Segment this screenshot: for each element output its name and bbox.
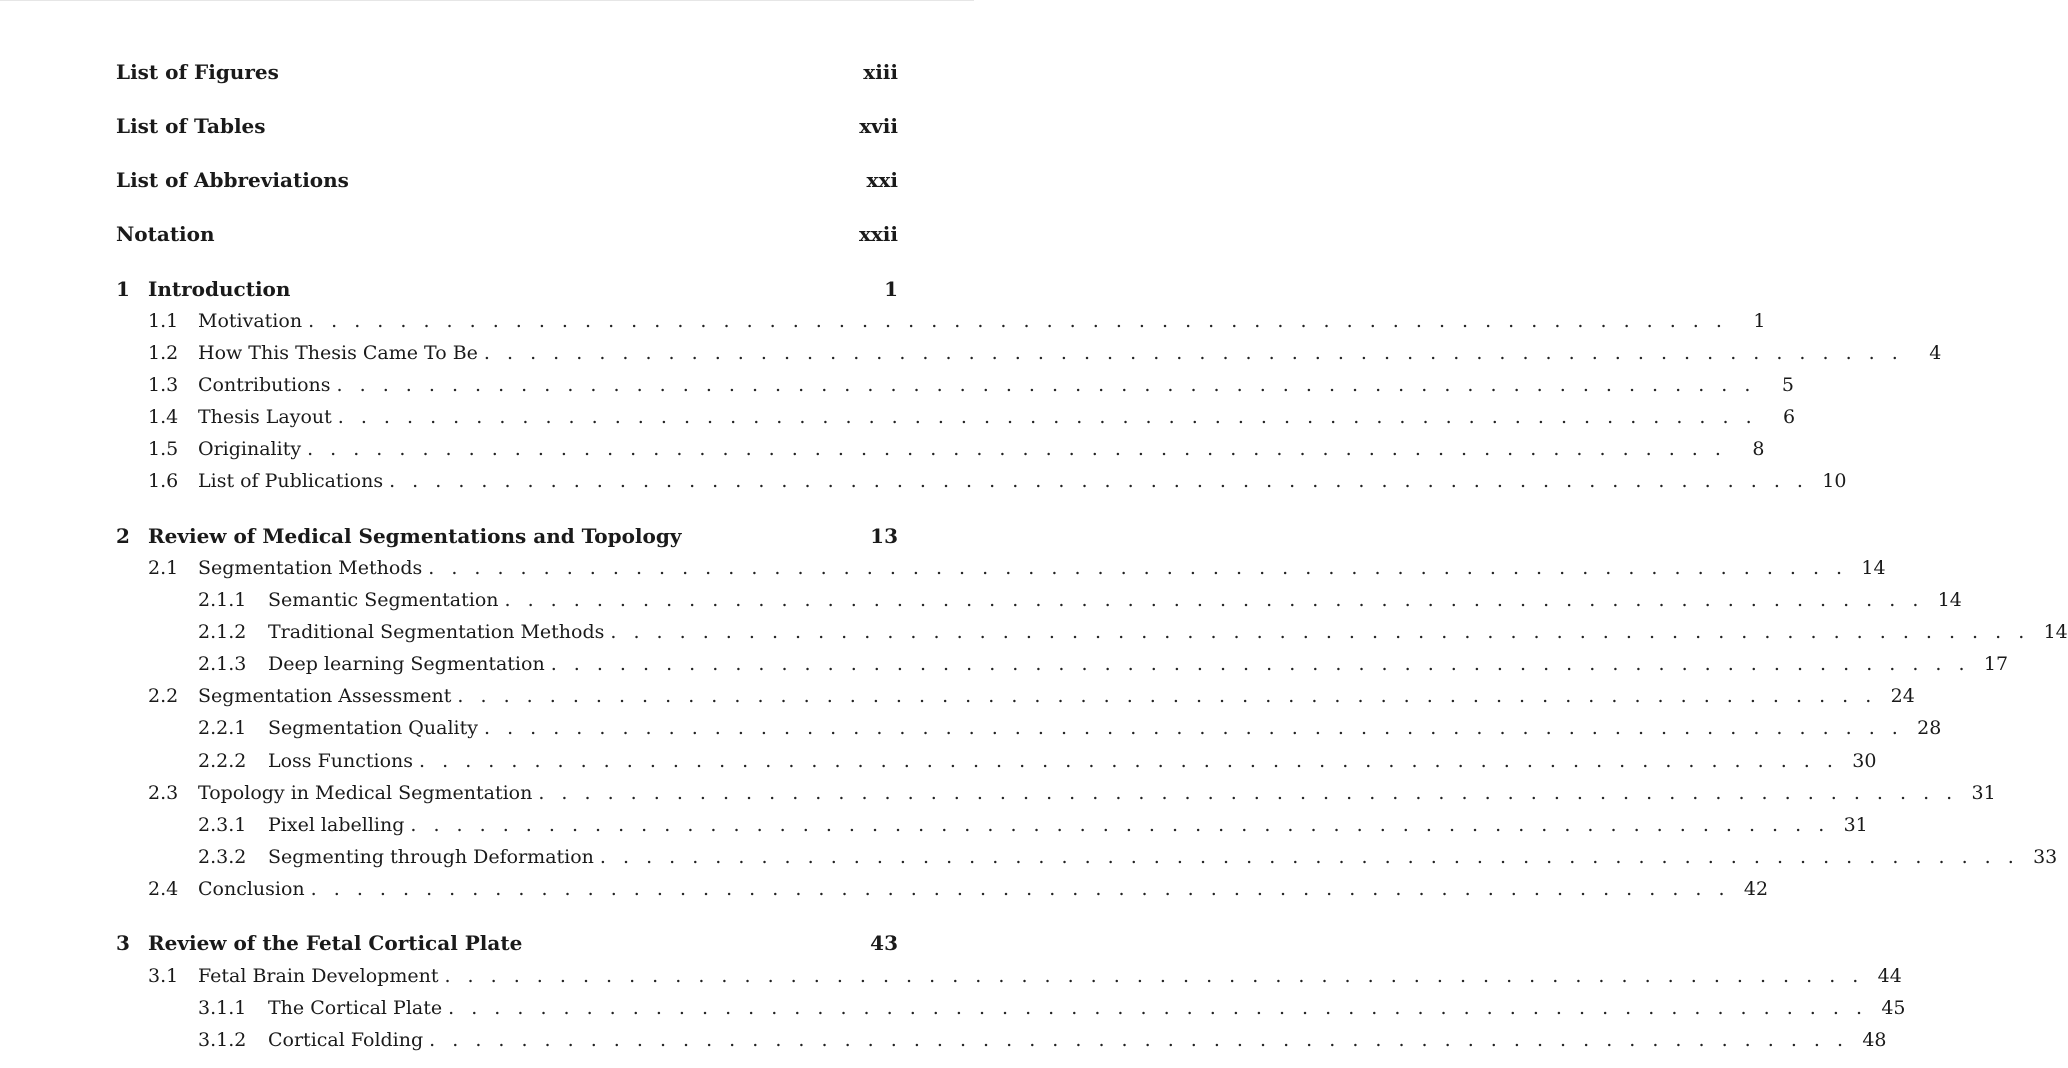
toc-entry-page: 43 <box>870 931 898 955</box>
toc-entry-list-of-tables[interactable] <box>0 114 898 138</box>
toc-leader: . . . . . . . . . . . . . . . . . . . . . . . . . . . . . . . . . . . . . . . . . . . . . . . . . . . . . . . . . . . . . . <box>428 557 1848 579</box>
toc-entry-page: 45 <box>1881 997 1906 1019</box>
toc-entry-title: Originality <box>198 438 302 460</box>
toc-entry-page: 33 <box>2033 846 2058 868</box>
toc-leader: . . . . . . . . . . . . . . . . . . . . . . . . . . . . . . . . . . . . . . . . . . . . . . . . . . . . . . . . . . . . . . <box>504 589 1924 611</box>
toc-entry-title: List of Publications <box>198 470 384 492</box>
toc-entry-page: 5 <box>1781 374 1794 396</box>
toc-entry-page: 14 <box>1937 589 1962 611</box>
toc-entry-number: 1.6 <box>148 470 179 492</box>
toc-entry-number: 2.1.2 <box>198 621 247 643</box>
toc-entry-title: Notation <box>116 222 215 246</box>
toc-leader: . . . . . . . . . . . . . . . . . . . . . . . . . . . . . . . . . . . . . . . . . . . . . . . . . . . . . . . . . . . . . . <box>483 342 1904 364</box>
toc-leader: . . . . . . . . . . . . . . . . . . . . . . . . . . . . . . . . . . . . . . . . . . . . . . . . . . . . . . . . . . . . . . <box>550 653 1971 675</box>
toc-entry-number: 2.3.1 <box>198 814 247 836</box>
toc-entry-title: Segmentation Methods <box>198 557 423 579</box>
toc-entry-number: 1.4 <box>148 406 179 428</box>
toc-entry-list-of-figures[interactable] <box>0 60 898 84</box>
toc-leader: . . . . . . . . . . . . . . . . . . . . . . . . . . . . . . . . . . . . . . . . . . . . . . . . . . . . . . . . . . . . . . <box>610 621 2030 643</box>
toc-entry-number: 1.5 <box>148 438 179 460</box>
toc-entry-number: 2.4 <box>148 878 179 900</box>
toc-entry-page: xxi <box>866 168 898 192</box>
toc-entry-page: 28 <box>1917 717 1942 739</box>
toc-entry-number: 3.1 <box>148 965 179 987</box>
toc-entry-page: 6 <box>1783 406 1796 428</box>
toc-entry-number: 2 <box>116 524 130 548</box>
toc-subsection-2-2-1[interactable] <box>0 716 1942 740</box>
toc-section-1-2[interactable] <box>0 341 1942 365</box>
toc-entry-page: 24 <box>1890 685 1915 707</box>
toc-leader: . . . . . . . . . . . . . . . . . . . . . . . . . . . . . . . . . . . . . . . . . . . . . . . . . . . . . . . . . . . . . . <box>599 846 2020 868</box>
toc-entry-number: 1.2 <box>148 342 179 364</box>
toc-section-1-4[interactable] <box>0 405 1796 429</box>
toc-leader: . . . . . . . . . . . . . . . . . . . . . . . . . . . . . . . . . . . . . . . . . . . . . . . . . . . . . . . . . . . . . . <box>307 438 1727 460</box>
toc-entry-page: 1 <box>1753 310 1766 332</box>
toc-entry-title: Conclusion <box>198 878 305 900</box>
toc-entry-title: Cortical Folding <box>268 1029 424 1051</box>
toc-entry-number: 2.1 <box>148 557 179 579</box>
toc-entry-page: xvii <box>859 114 898 138</box>
toc-subsection-2-1-3[interactable] <box>0 652 2009 676</box>
toc-entry-number: 3.1.1 <box>198 997 247 1019</box>
toc-entry-title: Motivation <box>198 310 303 332</box>
toc-leader: . . . . . . . . . . . . . . . . . . . . . . . . . . . . . . . . . . . . . . . . . . . . . . . . . . . . . . . . . . . . . . <box>410 814 1830 836</box>
toc-entry-number: 1.1 <box>148 310 179 332</box>
toc-entry-page: 48 <box>1862 1029 1887 1051</box>
toc-entry-page: 30 <box>1852 750 1877 772</box>
toc-entry-page: 31 <box>1843 814 1868 836</box>
toc-leader: . . . . . . . . . . . . . . . . . . . . . . . . . . . . . . . . . . . . . . . . . . . . . . . . . . . . . . . . . . . . . . <box>419 750 1839 772</box>
toc-entry-title: Loss Functions <box>268 750 414 772</box>
toc-subsection-2-2-2[interactable] <box>0 749 1877 773</box>
toc-entry-number: 1.3 <box>148 374 179 396</box>
toc-entry-number: 3.1.2 <box>198 1029 247 1051</box>
toc-entry-title: List of Tables <box>116 114 266 138</box>
toc-entry-page: xiii <box>863 60 898 84</box>
toc-leader: . . . . . . . . . . . . . . . . . . . . . . . . . . . . . . . . . . . . . . . . . . . . . . . . . . . . . . . . . . . . . . <box>538 782 1958 804</box>
toc-subsection-2-3-1[interactable] <box>0 813 1868 837</box>
toc-leader: . . . . . . . . . . . . . . . . . . . . . . . . . . . . . . . . . . . . . . . . . . . . . . . . . . . . . . . . . . . . . . <box>310 878 1731 900</box>
toc-entry-title: Contributions <box>198 374 331 396</box>
toc-section-1-3[interactable] <box>0 373 1794 397</box>
toc-entry-number: 3 <box>116 931 130 955</box>
toc-section-1-6[interactable] <box>0 469 1847 493</box>
toc-entry-number: 2.1.3 <box>198 653 247 675</box>
toc-section-1-1[interactable] <box>0 309 1766 333</box>
toc-entry-title: Pixel labelling <box>268 814 405 836</box>
toc-entry-number: 1 <box>116 277 130 301</box>
toc-chapter-3[interactable] <box>0 931 898 955</box>
toc-leader: . . . . . . . . . . . . . . . . . . . . . . . . . . . . . . . . . . . . . . . . . . . . . . . . . . . . . . . . . . . . . . <box>337 406 1758 428</box>
toc-entry-number: 2.2.1 <box>198 717 247 739</box>
toc-subsection-3-1-1[interactable] <box>0 996 1906 1020</box>
toc-section-2-3[interactable] <box>0 781 1996 805</box>
toc-section-2-4[interactable] <box>0 877 1769 901</box>
toc-entry-title: Topology in Medical Segmentation <box>198 782 533 804</box>
toc-entry-page: 31 <box>1971 782 1996 804</box>
toc-entry-notation[interactable] <box>0 222 898 246</box>
toc-entry-page: 14 <box>1861 557 1886 579</box>
toc-entry-title: Deep learning Segmentation <box>268 653 545 675</box>
toc-entry-number: 2.3 <box>148 782 179 804</box>
toc-chapter-2[interactable] <box>0 524 898 548</box>
toc-entry-title: Fetal Brain Development <box>198 965 439 987</box>
toc-entry-page: 10 <box>1822 470 1847 492</box>
toc-leader: . . . . . . . . . . . . . . . . . . . . . . . . . . . . . . . . . . . . . . . . . . . . . . . . . . . . . . . . . . . . . . <box>444 965 1864 987</box>
toc-leader: . . . . . . . . . . . . . . . . . . . . . . . . . . . . . . . . . . . . . . . . . . . . . . . . . . . . . . . . . . . . . . <box>308 310 1728 332</box>
toc-entry-title: How This Thesis Came To Be <box>198 342 478 364</box>
toc-entry-title: Review of the Fetal Cortical Plate <box>148 931 523 955</box>
toc-leader: . . . . . . . . . . . . . . . . . . . . . . . . . . . . . . . . . . . . . . . . . . . . . . . . . . . . . . . . . . . . . . <box>457 685 1877 707</box>
toc-subsection-2-1-2[interactable] <box>0 620 2068 644</box>
toc-entry-title: Introduction <box>148 277 291 301</box>
toc-leader: . . . . . . . . . . . . . . . . . . . . . . . . . . . . . . . . . . . . . . . . . . . . . . . . . . . . . . . . . . . . . . <box>336 374 1756 396</box>
toc-entry-page: 17 <box>1983 653 2009 675</box>
toc-entry-title: Traditional Segmentation Methods <box>268 621 605 643</box>
toc-section-1-5[interactable] <box>0 437 1765 461</box>
toc-entry-title: The Cortical Plate <box>268 997 443 1019</box>
toc-section-2-1[interactable] <box>0 556 1886 580</box>
toc-entry-title: Segmenting through Deformation <box>268 846 594 868</box>
toc-entry-page: 8 <box>1752 438 1765 460</box>
toc-entry-title: Semantic Segmentation <box>268 589 499 611</box>
toc-entry-title: Review of Medical Segmentations and Topology <box>148 524 682 548</box>
toc-entry-page: 14 <box>2043 621 2068 643</box>
toc-entry-page: 4 <box>1929 342 1942 364</box>
toc-entry-page: 44 <box>1877 965 1902 987</box>
toc-entry-number: 2.1.1 <box>198 589 247 611</box>
toc-entry-page: xxii <box>858 222 898 246</box>
toc-subsection-2-3-2[interactable] <box>0 845 2058 869</box>
toc-entry-page: 1 <box>884 277 898 301</box>
toc-entry-title: List of Abbreviations <box>116 168 349 192</box>
toc-entry-number: 2.2 <box>148 685 179 707</box>
toc-subsection-2-1-1[interactable] <box>0 588 1962 612</box>
toc-leader: . . . . . . . . . . . . . . . . . . . . . . . . . . . . . . . . . . . . . . . . . . . . . . . . . . . . . . . . . . . . . . <box>389 470 1809 492</box>
toc-entry-title: Thesis Layout <box>198 406 332 428</box>
toc-entry-title: Segmentation Assessment <box>198 685 452 707</box>
toc-leader: . . . . . . . . . . . . . . . . . . . . . . . . . . . . . . . . . . . . . . . . . . . . . . . . . . . . . . . . . . . . . . <box>483 717 1904 739</box>
toc-entry-page: 13 <box>870 524 898 548</box>
toc-entry-number: 2.3.2 <box>198 846 247 868</box>
toc-subsection-3-1-2[interactable] <box>0 1028 1887 1052</box>
toc-chapter-1[interactable] <box>0 277 898 301</box>
toc-entry-title: Segmentation Quality <box>268 717 478 739</box>
toc-entry-list-of-abbreviations[interactable] <box>0 168 898 192</box>
toc-section-2-2[interactable] <box>0 684 1915 708</box>
toc-leader: . . . . . . . . . . . . . . . . . . . . . . . . . . . . . . . . . . . . . . . . . . . . . . . . . . . . . . . . . . . . . . <box>429 1029 1849 1051</box>
toc-entry-number: 2.2.2 <box>198 750 247 772</box>
toc-leader: . . . . . . . . . . . . . . . . . . . . . . . . . . . . . . . . . . . . . . . . . . . . . . . . . . . . . . . . . . . . . . <box>448 997 1868 1019</box>
toc-entry-page: 42 <box>1743 878 1769 900</box>
toc-entry-title: List of Figures <box>116 60 279 84</box>
toc-section-3-1[interactable] <box>0 964 1902 988</box>
